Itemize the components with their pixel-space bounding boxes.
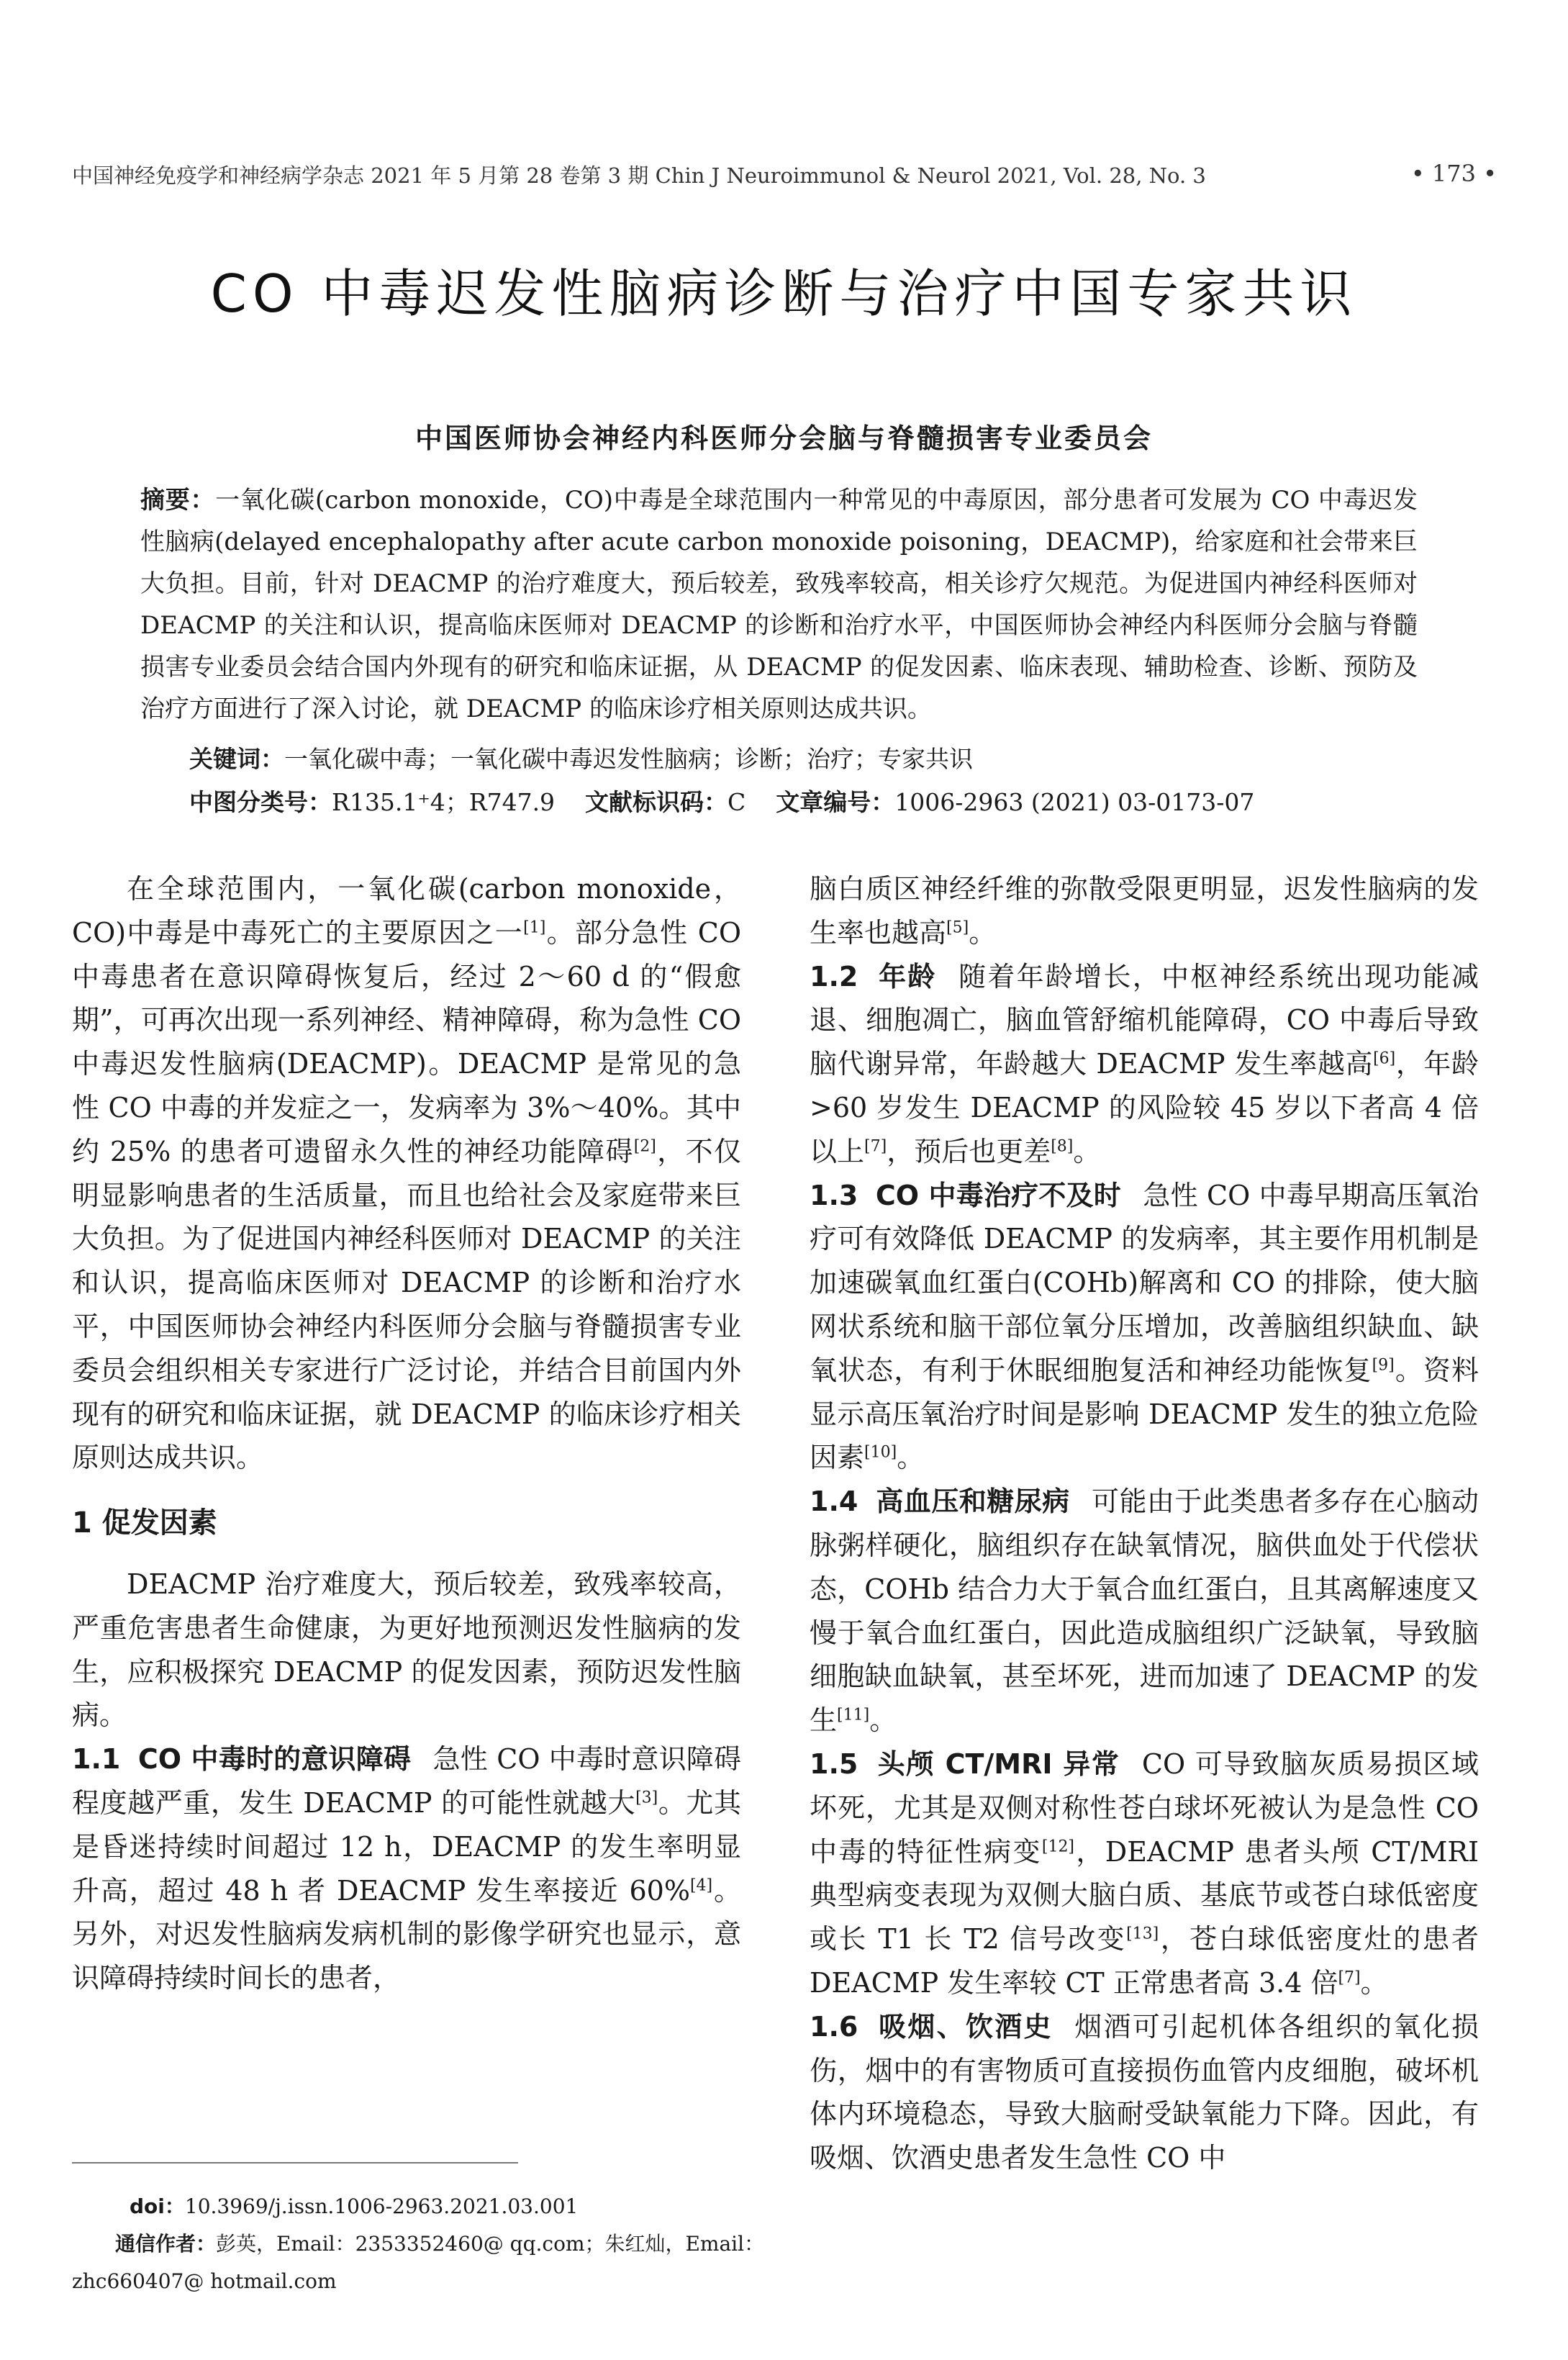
subsection-title: 头颅 CT/MRI 异常 [877, 1748, 1120, 1780]
article-number-label: 文章编号： [776, 788, 895, 816]
subsection-1-5: 1.5 头颅 CT/MRI 异常 CO 可导致脑灰质易损区域坏死，尤其是双侧对称性苍白球坏死被认为是急性 CO 中毒的特征性病变[12]，DEACMP 患者头颅 CT/MRI 典型病变表现为双侧大脑白质、基底节或苍白球低密度或长 T1 长 T2 信号改变[13]，苍白球低密度灶的患者 DEACMP 发生率较 CT 正常患者高 3.4 倍[7]。 [810, 1748, 1479, 1999]
citation: [7] [864, 1137, 887, 1156]
subsection-number: 1.2 [810, 960, 858, 993]
citation: [4] [689, 1876, 713, 1894]
doc-code-label: 文献标识码： [585, 788, 728, 816]
correspondence-value: 彭英，Email：2353352460@ qq.com；朱红灿，Email： [216, 2232, 765, 2256]
footnotes [72, 2188, 792, 2300]
clc-label: 中图分类号： [189, 788, 332, 816]
subsection-number: 1.4 [810, 1486, 858, 1518]
journal-citation: 中国神经免疫学和神经病学杂志 2021 年 5 月第 28 卷第 3 期 Chin J Neuroimmunol & Neurol 2021, Vol. 28, No. 3 [72, 163, 1206, 188]
footnote-divider [72, 2162, 518, 2164]
abstract-label: 摘要： [140, 486, 216, 515]
correspondence-label: 通信作者： [115, 2232, 217, 2256]
page-number: • 173 • [1410, 160, 1497, 187]
keywords-text: 一氧化碳中毒；一氧化碳中毒迟发性脑病；诊断；治疗；专家共识 [284, 745, 973, 773]
citation: [9] [1372, 1356, 1395, 1375]
subsection-1-6: 1.6 吸烟、饮酒史 烟酒可引起机体各组织的氧化损伤，烟中的有害物质可直接损伤血管内皮细胞，破坏机体内环境稳态，导致大脑耐受缺氧能力下降。因此，有吸烟、饮酒史患者发生急性 CO 中 [810, 2010, 1479, 2174]
citation: [1] [523, 918, 546, 937]
subsection-number: 1.6 [810, 2010, 858, 2043]
intro-paragraph: 在全球范围内，一氧化碳(carbon monoxide，CO)中毒是中毒死亡的主要原因之一[1]。部分急性 CO 中毒患者在意识障碍恢复后，经过 2～60 d 的“假愈期”，可再次出现一系列神经、精神障碍，称为急性 CO 中毒迟发性脑病(DEACMP)。DEACMP 是常见的急性 CO 中毒的并发症之一，发病率为 3%～40%。其中约 25% 的患者可遗留永久性的神经功能障碍[2]，不仅明显影响患者的生活质量，而且也给社会及家庭带来巨大负担。为了促进国内神经科医师对 DEACMP 的关注和认识，提高临床医师对 DEACMP 的诊断和治疗水平，中国医师协会神经内科医师分会脑与脊髓损害专业委员会组织相关专家进行广泛讨论，并结合目前国内外现有的研究和临床证据，就 DEACMP 的临床诊疗相关原则达成共识。 [72, 873, 741, 1474]
correspondence-line [72, 2225, 792, 2263]
subsection-number: 1.5 [810, 1748, 858, 1780]
citation: [2] [633, 1137, 656, 1156]
subsection-1-3: 1.3 CO 中毒治疗不及时 急性 CO 中毒早期高压氧治疗可有效降低 DEACMP 的发病率，其主要作用机制是加速碳氧血红蛋白(COHb)解离和 CO 的排除，使大脑网状系统和脑干部位氧分压增加，改善脑组织缺血、缺氧状态，有利于休眠细胞复活和神经功能恢复[9]。资料显示高压氧治疗时间是影响 DEACMP 发生的独立危险因素[10]。 [810, 1179, 1479, 1474]
continued-paragraph: 脑白质区神经纤维的弥散受限更明显，迟发性脑病的发生率也越高[5]。 [810, 873, 1479, 949]
citation: [6] [1373, 1049, 1396, 1068]
keywords-label: 关键词： [189, 745, 284, 773]
section-heading-1: 1 促发因素 [72, 1506, 217, 1540]
citation: [13] [1126, 1925, 1159, 1943]
article-author: 中国医师协会神经内科医师分会脑与脊髓损害专业委员会 [414, 422, 1153, 454]
subsection-1-1: 1.1 CO 中毒时的意识障碍 急性 CO 中毒时意识障碍程度越严重，发生 DEACMP 的可能性就越大[3]。尤其是昏迷持续时间超过 12 h，DEACMP 的发生率明显升高，超过 48 h 者 DEACMP 发生率接近 60%[4]。另外，对迟发性脑病发病机制的影像学研究也显示，意识障碍持续时间长的患者， [72, 1743, 741, 1994]
subsection-title: CO 中毒时的意识障碍 [137, 1743, 412, 1776]
citation: [10] [864, 1443, 897, 1462]
citation: [12] [1041, 1837, 1075, 1855]
citation: [8] [1051, 1137, 1074, 1156]
classification-line [189, 785, 1449, 820]
doi-label: doi： [130, 2194, 185, 2218]
doc-code-value: C [728, 788, 746, 816]
subsection-title: 高血压和糖尿病 [876, 1486, 1070, 1518]
citation: [11] [837, 1706, 870, 1724]
correspondence-email: zhc660407@ hotmail.com [72, 2269, 337, 2293]
subsection-title: CO 中毒治疗不及时 [875, 1179, 1121, 1211]
subsection-1-2: 1.2 年龄 随着年龄增长，中枢神经系统出现功能减退、细胞凋亡，脑血管舒缩机能障碍，CO 中毒后导致脑代谢异常，年龄越大 DEACMP 发生率越高[6]，年龄>60 岁发生 DEACMP 的风险较 45 岁以下者高 4 倍以上[7]，预后也更差[8]。 [810, 960, 1479, 1167]
subsection-1-4: 1.4 高血压和糖尿病 可能由于此类患者多存在心脑动脉粥样硬化，脑组织存在缺氧情况，脑供血处于代偿状态，COHb 结合力大于氧合血红蛋白，且其离解速度又慢于氧合血红蛋白，因此造成脑组织广泛缺氧，导致脑细胞缺血缺氧，甚至坏死，进而加速了 DEACMP 的发生[11]。 [810, 1486, 1479, 1737]
keywords [189, 741, 1449, 777]
abstract [140, 479, 1418, 730]
right-column [810, 867, 1479, 2180]
running-header [72, 160, 1497, 196]
section1-paragraph: DEACMP 治疗难度大，预后较差，致残率较高，严重危害患者生命健康，为更好地预测迟发性脑病的发生，应积极探究 DEACMP 的促发因素，预防迟发性脑病。 [72, 1568, 741, 1732]
left-column [72, 867, 741, 2000]
abstract-text: 一氧化碳(carbon monoxide，CO)中毒是全球范围内一种常见的中毒原因，部分患者可发展为 CO 中毒迟发性脑病(delayed encephalopathy after acute carbon monoxide poisoning，DEACMP)，给家庭和社会带来巨大负担。目前，针对 DEACMP 的治疗难度大，预后较差，致残率较高，相关诊疗欠规范。为促进国内神经科医师对 DEACMP 的关注和认识，提高临床医师对 DEACMP 的诊断和治疗水平，中国医师协会神经内科医师分会脑与脊髓损害专业委员会结合国内外现有的研究和临床证据，从 DEACMP 的促发因素、临床表现、辅助检查、诊断、预防及治疗方面进行了深入讨论，就 DEACMP 的临床诊疗相关原则达成共识。 [140, 486, 1418, 723]
subsection-number: 1.3 [810, 1179, 858, 1211]
subsection-title: 吸烟、饮酒史 [879, 2010, 1053, 2043]
citation: [7] [1338, 1968, 1361, 1987]
subsection-title: 年龄 [879, 960, 937, 993]
citation: [5] [946, 918, 969, 937]
doi-line [72, 2188, 792, 2225]
doi-value: 10.3969/j.issn.1006-2963.2021.03.001 [184, 2194, 579, 2218]
article-title: CO 中毒迟发性脑病诊断与治疗中国专家共识 [210, 263, 1358, 324]
article-number-value: 1006-2963 (2021) 03-0173-07 [894, 788, 1255, 816]
citation: [3] [635, 1789, 658, 1807]
subsection-number: 1.1 [72, 1743, 121, 1776]
clc-value: R135.1⁺4；R747.9 [332, 788, 556, 816]
